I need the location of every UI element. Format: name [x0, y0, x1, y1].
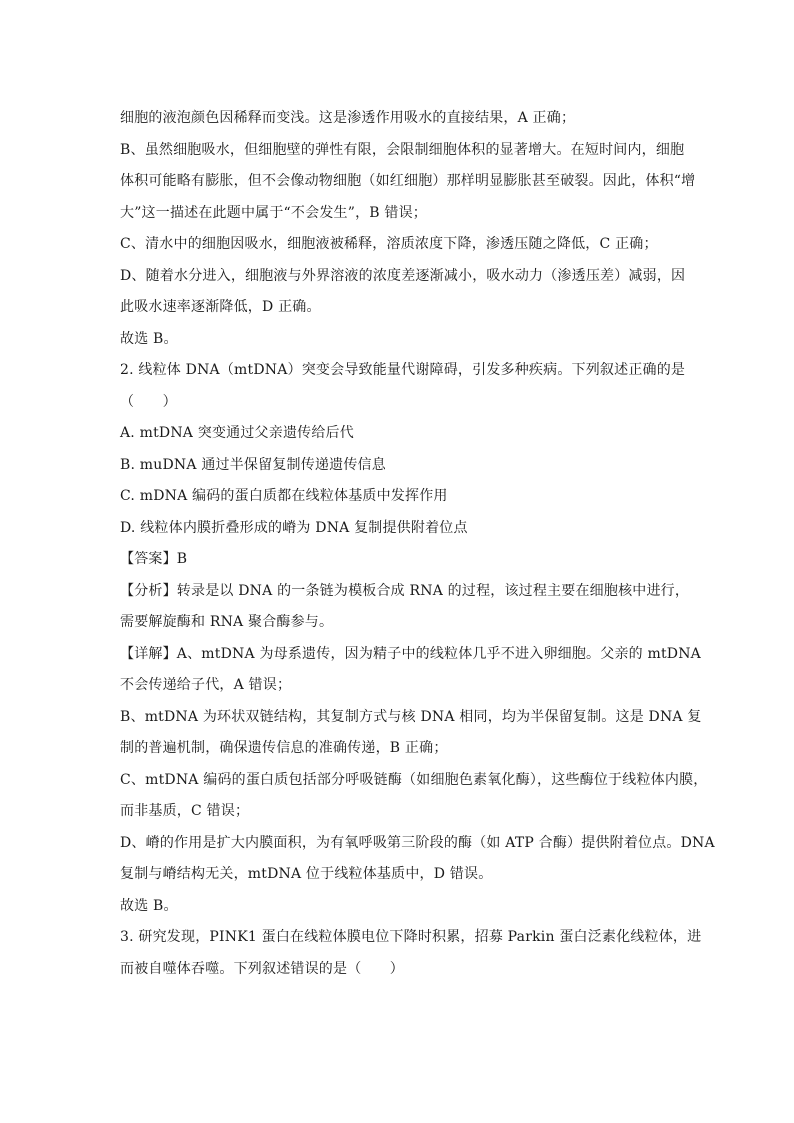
explanation-text: 不会传递给子代，A 错误；	[120, 677, 292, 693]
text-line: 体积可能略有膨胀，但不会像动物细胞（如红细胞）那样明显膨胀甚至破裂。因此，体积“增	[120, 173, 696, 189]
question-stem: 2. 线粒体 DNA（mtDNA）突变会导致能量代谢障碍，引发多种疾病。下列叙述正确的是	[120, 362, 686, 378]
question-stem: 而被自噬体吞噬。下列叙述错误的是（ ）	[120, 960, 404, 977]
question-stem: 3. 研究发现，PINK1 蛋白在线粒体膜电位下降时积累，招募 Parkin 蛋白泛素化线粒体，进	[120, 929, 702, 945]
explanation-text: 【详解】A、mtDNA 为母系遗传，因为精子中的线粒体几乎不进入卵细胞。父亲的 mtDNA	[120, 645, 701, 662]
option-b: B. muDNA 通过半保留复制传递遗传信息	[120, 456, 386, 473]
text-line: 细胞的液泡颜色因稀释而变浅。这是渗透作用吸水的直接结果，A 正确；	[120, 110, 576, 126]
text-line: B、虽然细胞吸水，但细胞壁的弹性有限，会限制细胞体积的显著增大。在短时间内，细胞	[120, 141, 685, 158]
text-line: 大”这一描述在此题中属于“不会发生”，B 错误；	[120, 204, 428, 221]
question-stem: （ ）	[120, 393, 177, 410]
explanation-text: 而非基质，C 错误；	[120, 803, 250, 819]
explanation-text: 复制与嵴结构无关，mtDNA 位于线粒体基质中，D 错误。	[120, 866, 493, 882]
option-d: D. 线粒体内膜折叠形成的嵴为 DNA 复制提供附着位点	[120, 519, 468, 536]
text-line: 此吸水速率逐渐降低，D 正确。	[120, 299, 321, 315]
text-line: C、清水中的细胞因吸水，细胞液被稀释，溶质浓度下降，渗透压随之降低，C 正确；	[120, 236, 658, 252]
document-body	[120, 103, 715, 985]
option-a: A. mtDNA 突变通过父亲遗传给后代	[120, 425, 354, 441]
explanation-text: D、嵴的作用是扩大内膜面积，为有氧呼吸第三阶段的酶（如 ATP 合酶）提供附着位点。DNA	[120, 834, 715, 851]
explanation-text: B、mtDNA 为环状双链结构，其复制方式与核 DNA 相同，均为半保留复制。这是 DNA 复	[120, 708, 702, 725]
answer-conclusion: 故选 B。	[120, 897, 178, 914]
answer-label: 【答案】B	[120, 551, 188, 567]
analysis-text: 需要解旋酶和 RNA 聚合酶参与。	[120, 614, 334, 630]
answer-conclusion: 故选 B。	[120, 330, 178, 347]
explanation-text: C、mtDNA 编码的蛋白质包括部分呼吸链酶（如细胞色素氧化酶），这些酶位于线粒体内膜，	[120, 771, 708, 788]
option-c: C. mDNA 编码的蛋白质都在线粒体基质中发挥作用	[120, 488, 448, 504]
text-line: D、随着水分进入，细胞液与外界溶液的浓度差逐渐减小，吸水动力（渗透压差）减弱，因	[120, 267, 686, 284]
explanation-text: 制的普遍机制，确保遗传信息的准确传递，B 正确；	[120, 740, 448, 756]
analysis-text: 【分析】转录是以 DNA 的一条链为模板合成 RNA 的过程，该过程主要在细胞核中进行，	[120, 582, 690, 599]
